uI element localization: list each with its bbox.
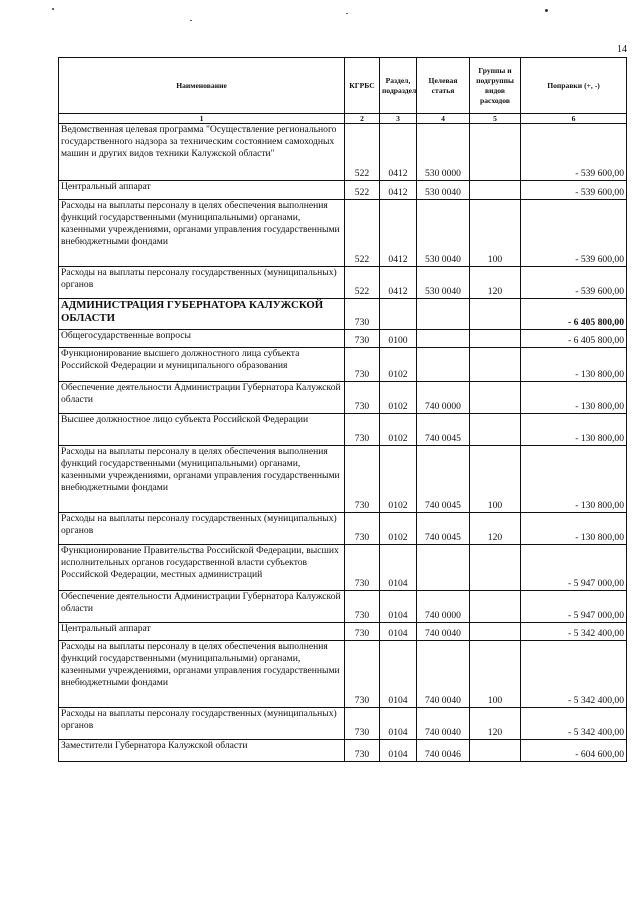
row-name: Обеспечение деятельности Администрации Губернатора Калужской области: [59, 382, 345, 414]
row-kgrbs: 730: [345, 740, 380, 762]
row-kgrbs: 522: [345, 124, 380, 181]
row-name: Ведомственная целевая программа "Осуществление регионального государственного надзора за техническим состоянием самоходных машин и других видов техники Калужской области": [59, 124, 345, 181]
row-target: 740 0045: [417, 414, 470, 446]
column-number: 5: [470, 114, 521, 124]
column-number: 6: [521, 114, 627, 124]
column-number-row: [59, 114, 627, 124]
row-group: 120: [470, 267, 521, 299]
row-target: 740 0040: [417, 708, 470, 740]
row-amount: - 5 947 000,00: [521, 591, 627, 623]
row-amount: - 130 800,00: [521, 446, 627, 513]
row-target: 530 0040: [417, 200, 470, 267]
header-name: Наименование: [59, 58, 345, 114]
row-section: 0104: [380, 591, 417, 623]
row-target: [417, 330, 470, 348]
column-number: 3: [380, 114, 417, 124]
scan-speck: [52, 8, 54, 10]
row-amount: - 130 800,00: [521, 348, 627, 382]
table-row: [59, 382, 627, 414]
header-amendments: Поправки (+, -): [521, 58, 627, 114]
row-amount: - 539 600,00: [521, 124, 627, 181]
column-number: 2: [345, 114, 380, 124]
row-amount: - 539 600,00: [521, 181, 627, 200]
row-target: 740 0000: [417, 591, 470, 623]
row-group: [470, 348, 521, 382]
page-number: 14: [617, 44, 627, 55]
row-amount: - 5 947 000,00: [521, 545, 627, 591]
row-target: 530 0040: [417, 267, 470, 299]
row-kgrbs: 730: [345, 591, 380, 623]
row-section: 0102: [380, 446, 417, 513]
row-target: 740 0040: [417, 623, 470, 641]
row-group: [470, 545, 521, 591]
row-section: 0102: [380, 348, 417, 382]
table-row: [59, 200, 627, 267]
row-name: Заместители Губернатора Калужской области: [59, 740, 345, 762]
row-name: Расходы на выплаты персоналу в целях обеспечения выполнения функций государственными (муниципальными) органами, казенными учреждениями, органами управления государственными внебюджетными фондами: [59, 200, 345, 267]
row-kgrbs: 730: [345, 641, 380, 708]
row-amount: - 539 600,00: [521, 267, 627, 299]
row-kgrbs: 730: [345, 414, 380, 446]
row-section: 0100: [380, 330, 417, 348]
table-row: [59, 708, 627, 740]
table-row: [59, 591, 627, 623]
table-row: [59, 299, 627, 330]
row-name: Функционирование Правительства Российской Федерации, высших исполнительных органов государственной власти субъектов Российской Федерации, местных администраций: [59, 545, 345, 591]
row-group: 100: [470, 446, 521, 513]
row-kgrbs: 730: [345, 330, 380, 348]
table-row: [59, 414, 627, 446]
column-number: 4: [417, 114, 470, 124]
row-section: 0104: [380, 641, 417, 708]
table-row: [59, 330, 627, 348]
row-group: [470, 591, 521, 623]
row-target: [417, 545, 470, 591]
header-kgrbs: КГРБС: [345, 58, 380, 114]
row-group: [470, 414, 521, 446]
row-amount: - 130 800,00: [521, 382, 627, 414]
row-group: [470, 299, 521, 330]
row-amount: - 5 342 400,00: [521, 623, 627, 641]
row-name: Расходы на выплаты персоналу в целях обеспечения выполнения функций государственными (муниципальными) органами, казенными учреждениями, органами управления государственными внебюджетными фондами: [59, 641, 345, 708]
header-section: Раздел, подраздел: [380, 58, 417, 114]
scan-speck: [190, 20, 192, 21]
row-kgrbs: 730: [345, 299, 380, 330]
table-row: [59, 446, 627, 513]
row-section: 0412: [380, 181, 417, 200]
row-kgrbs: 730: [345, 446, 380, 513]
row-name: Обеспечение деятельности Администрации Губернатора Калужской области: [59, 591, 345, 623]
row-section: 0102: [380, 382, 417, 414]
row-kgrbs: 522: [345, 267, 380, 299]
row-amount: - 6 405 800,00: [521, 299, 627, 330]
row-section: 0104: [380, 545, 417, 591]
table-row: [59, 545, 627, 591]
row-kgrbs: 730: [345, 348, 380, 382]
scan-speck: [545, 9, 548, 12]
row-name: Функционирование высшего должностного лица субъекта Российской Федерации и муниципального образования: [59, 348, 345, 382]
row-target: 740 0045: [417, 446, 470, 513]
table-row: [59, 641, 627, 708]
row-kgrbs: 730: [345, 513, 380, 545]
row-kgrbs: 730: [345, 623, 380, 641]
row-group: [470, 740, 521, 762]
header-row: [59, 58, 627, 114]
row-name: Расходы на выплаты персоналу государственных (муниципальных) органов: [59, 513, 345, 545]
budget-table: [58, 57, 627, 762]
row-name: Расходы на выплаты персоналу в целях обеспечения выполнения функций государственными (муниципальными) органами, казенными учреждениями, органами управления государственными внебюджетными фондами: [59, 446, 345, 513]
row-kgrbs: 522: [345, 181, 380, 200]
row-name: Общегосударственные вопросы: [59, 330, 345, 348]
row-amount: - 539 600,00: [521, 200, 627, 267]
header-target: Целевая статья: [417, 58, 470, 114]
row-amount: - 6 405 800,00: [521, 330, 627, 348]
row-name: Центральный аппарат: [59, 181, 345, 200]
row-target: 530 0000: [417, 124, 470, 181]
row-amount: - 130 800,00: [521, 414, 627, 446]
row-target: 740 0046: [417, 740, 470, 762]
row-section: 0412: [380, 200, 417, 267]
row-kgrbs: 730: [345, 382, 380, 414]
row-group: [470, 181, 521, 200]
row-name: Расходы на выплаты персоналу государственных (муниципальных) органов: [59, 708, 345, 740]
table-row: [59, 623, 627, 641]
table-row: [59, 348, 627, 382]
table-row: [59, 267, 627, 299]
table-row: [59, 513, 627, 545]
row-name: Расходы на выплаты персоналу государственных (муниципальных) органов: [59, 267, 345, 299]
row-group: [470, 623, 521, 641]
row-section: 0412: [380, 267, 417, 299]
table-row: [59, 124, 627, 181]
row-group: [470, 382, 521, 414]
row-group: [470, 330, 521, 348]
row-target: [417, 299, 470, 330]
row-name: АДМИНИСТРАЦИЯ ГУБЕРНАТОРА КАЛУЖСКОЙ ОБЛАСТИ: [59, 299, 345, 330]
row-section: 0102: [380, 414, 417, 446]
row-section: 0104: [380, 740, 417, 762]
row-kgrbs: 730: [345, 708, 380, 740]
row-group: [470, 124, 521, 181]
row-target: [417, 348, 470, 382]
row-amount: - 5 342 400,00: [521, 641, 627, 708]
row-section: 0104: [380, 708, 417, 740]
row-amount: - 604 600,00: [521, 740, 627, 762]
row-section: 0412: [380, 124, 417, 181]
row-target: 530 0040: [417, 181, 470, 200]
row-name: Высшее должностное лицо субъекта Российской Федерации: [59, 414, 345, 446]
row-name: Центральный аппарат: [59, 623, 345, 641]
row-amount: - 5 342 400,00: [521, 708, 627, 740]
row-kgrbs: 522: [345, 200, 380, 267]
row-target: 740 0045: [417, 513, 470, 545]
row-target: 740 0000: [417, 382, 470, 414]
row-target: 740 0040: [417, 641, 470, 708]
row-section: [380, 299, 417, 330]
scan-speck: [346, 13, 348, 14]
table-row: [59, 181, 627, 200]
row-group: 100: [470, 200, 521, 267]
row-group: 120: [470, 708, 521, 740]
column-number: 1: [59, 114, 345, 124]
row-amount: - 130 800,00: [521, 513, 627, 545]
row-section: 0104: [380, 623, 417, 641]
header-groups: Группы и подгруппы видов расходов: [470, 58, 521, 114]
row-group: 100: [470, 641, 521, 708]
row-section: 0102: [380, 513, 417, 545]
table-row: [59, 740, 627, 762]
row-group: 120: [470, 513, 521, 545]
row-kgrbs: 730: [345, 545, 380, 591]
